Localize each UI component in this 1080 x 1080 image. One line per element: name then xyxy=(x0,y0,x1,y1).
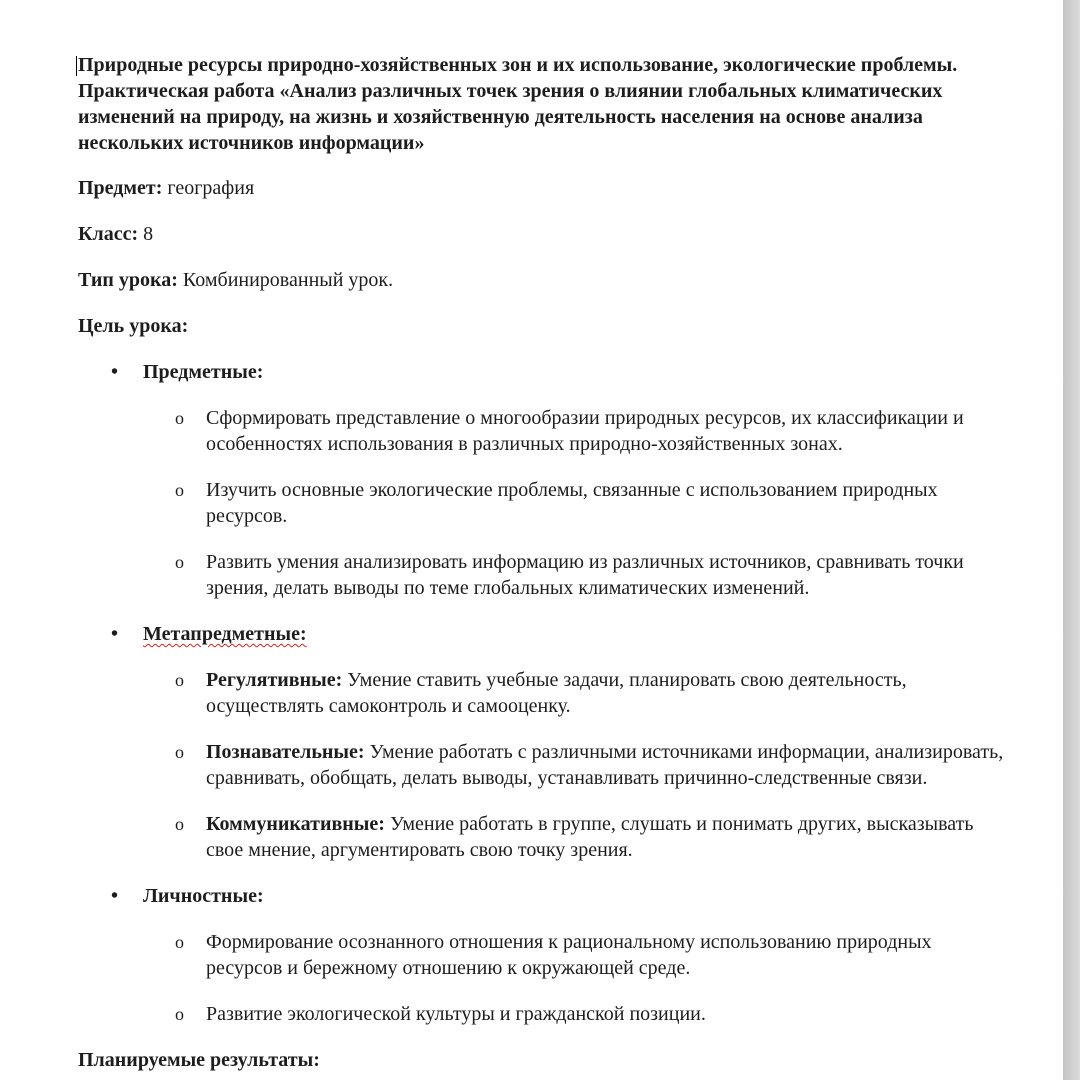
personal-results-heading: Личностные: xyxy=(143,885,264,907)
goals-list xyxy=(78,359,1038,1027)
list-item xyxy=(78,929,1006,981)
grade-field xyxy=(78,221,1038,247)
list-item-text: Умение работать с различными источниками информации, анализировать, сравнивать, обобщать, делать выводы, устанавливать причинно-следственные связи. xyxy=(206,741,1004,789)
list-item-text: Развить умения анализировать информацию из различных источников, сравнивать точки зрения, делать выводы по теме глобальных климатических изменений. xyxy=(206,551,964,599)
circle-bullet-icon: o xyxy=(175,552,184,572)
goal-heading: Цель урока: xyxy=(78,315,189,337)
grade-label: Класс: xyxy=(78,223,139,245)
list-item-label: Познавательные: xyxy=(206,741,365,763)
list-item-text: Формирование осознанного отношения к рациональному использованию природных ресурсов и бережному отношению к окружающей среде. xyxy=(206,931,932,979)
list-item xyxy=(78,667,1006,719)
meta-results-heading-row xyxy=(78,621,1038,647)
bullet-icon: • xyxy=(111,885,119,907)
circle-bullet-icon: o xyxy=(175,742,184,762)
grade-value: 8 xyxy=(138,223,154,245)
planned-results-heading: Планируемые результаты: xyxy=(78,1049,320,1071)
circle-bullet-icon: o xyxy=(175,1004,184,1024)
meta-results-list xyxy=(78,667,1038,863)
personal-results-list xyxy=(78,929,1038,1027)
list-item xyxy=(78,359,1038,601)
list-item xyxy=(78,739,1006,791)
subject-results-heading-row xyxy=(78,359,1038,385)
subject-results-list xyxy=(78,405,1038,601)
window-edge xyxy=(1063,0,1080,1080)
list-item xyxy=(78,477,1006,529)
list-item xyxy=(78,811,1006,863)
list-item-text: Умение ставить учебные задачи, планировать свою деятельность, осуществлять самоконтроль и самооценку. xyxy=(206,669,907,717)
circle-bullet-icon: o xyxy=(175,408,184,428)
text-cursor xyxy=(76,56,77,76)
list-item xyxy=(78,1001,1006,1027)
subject-field xyxy=(78,175,1038,201)
document-title: Природные ресурсы природно-хозяйственных зон и их использование, экологические проблемы. Практическая работа «Анализ различных точек зрения о влиянии глобальных климатических изменений на природу, на жизнь и хозяйственную деятельность населения на основе анализа нескольких источников информации» xyxy=(78,54,958,154)
subject-results-heading: Предметные: xyxy=(143,361,264,383)
list-item-text: Изучить основные экологические проблемы, связанные с использованием природных ресурсов. xyxy=(206,479,938,527)
list-item xyxy=(78,549,1006,601)
lesson-type-label: Тип урока: xyxy=(78,269,178,291)
meta-results-heading: Метапредметные: xyxy=(143,623,307,645)
list-item-text: Развитие экологической культуры и гражданской позиции. xyxy=(206,1003,706,1025)
circle-bullet-icon: o xyxy=(175,814,184,834)
lesson-type-field xyxy=(78,267,1038,293)
circle-bullet-icon: o xyxy=(175,480,184,500)
list-item xyxy=(78,405,1006,457)
bullet-icon: • xyxy=(111,361,119,383)
subject-value: география xyxy=(162,177,255,199)
list-item-label: Регулятивные: xyxy=(206,669,343,691)
document-body[interactable] xyxy=(78,52,1038,1080)
circle-bullet-icon: o xyxy=(175,670,184,690)
bullet-icon: • xyxy=(111,623,119,645)
list-item-label: Коммуникативные: xyxy=(206,813,385,835)
circle-bullet-icon: o xyxy=(175,932,184,952)
personal-results-heading-row xyxy=(78,883,1038,909)
lesson-type-value: Комбинированный урок. xyxy=(177,269,394,291)
subject-label: Предмет: xyxy=(78,177,163,199)
list-item xyxy=(78,621,1038,863)
list-item-text: Умение работать в группе, слушать и понимать других, высказывать свое мнение, аргументировать свою точку зрения. xyxy=(206,813,974,861)
list-item xyxy=(78,883,1038,1027)
list-item-text: Сформировать представление о многообразии природных ресурсов, их классификации и особенностях использования в различных природно-хозяйственных зонах. xyxy=(206,407,964,455)
